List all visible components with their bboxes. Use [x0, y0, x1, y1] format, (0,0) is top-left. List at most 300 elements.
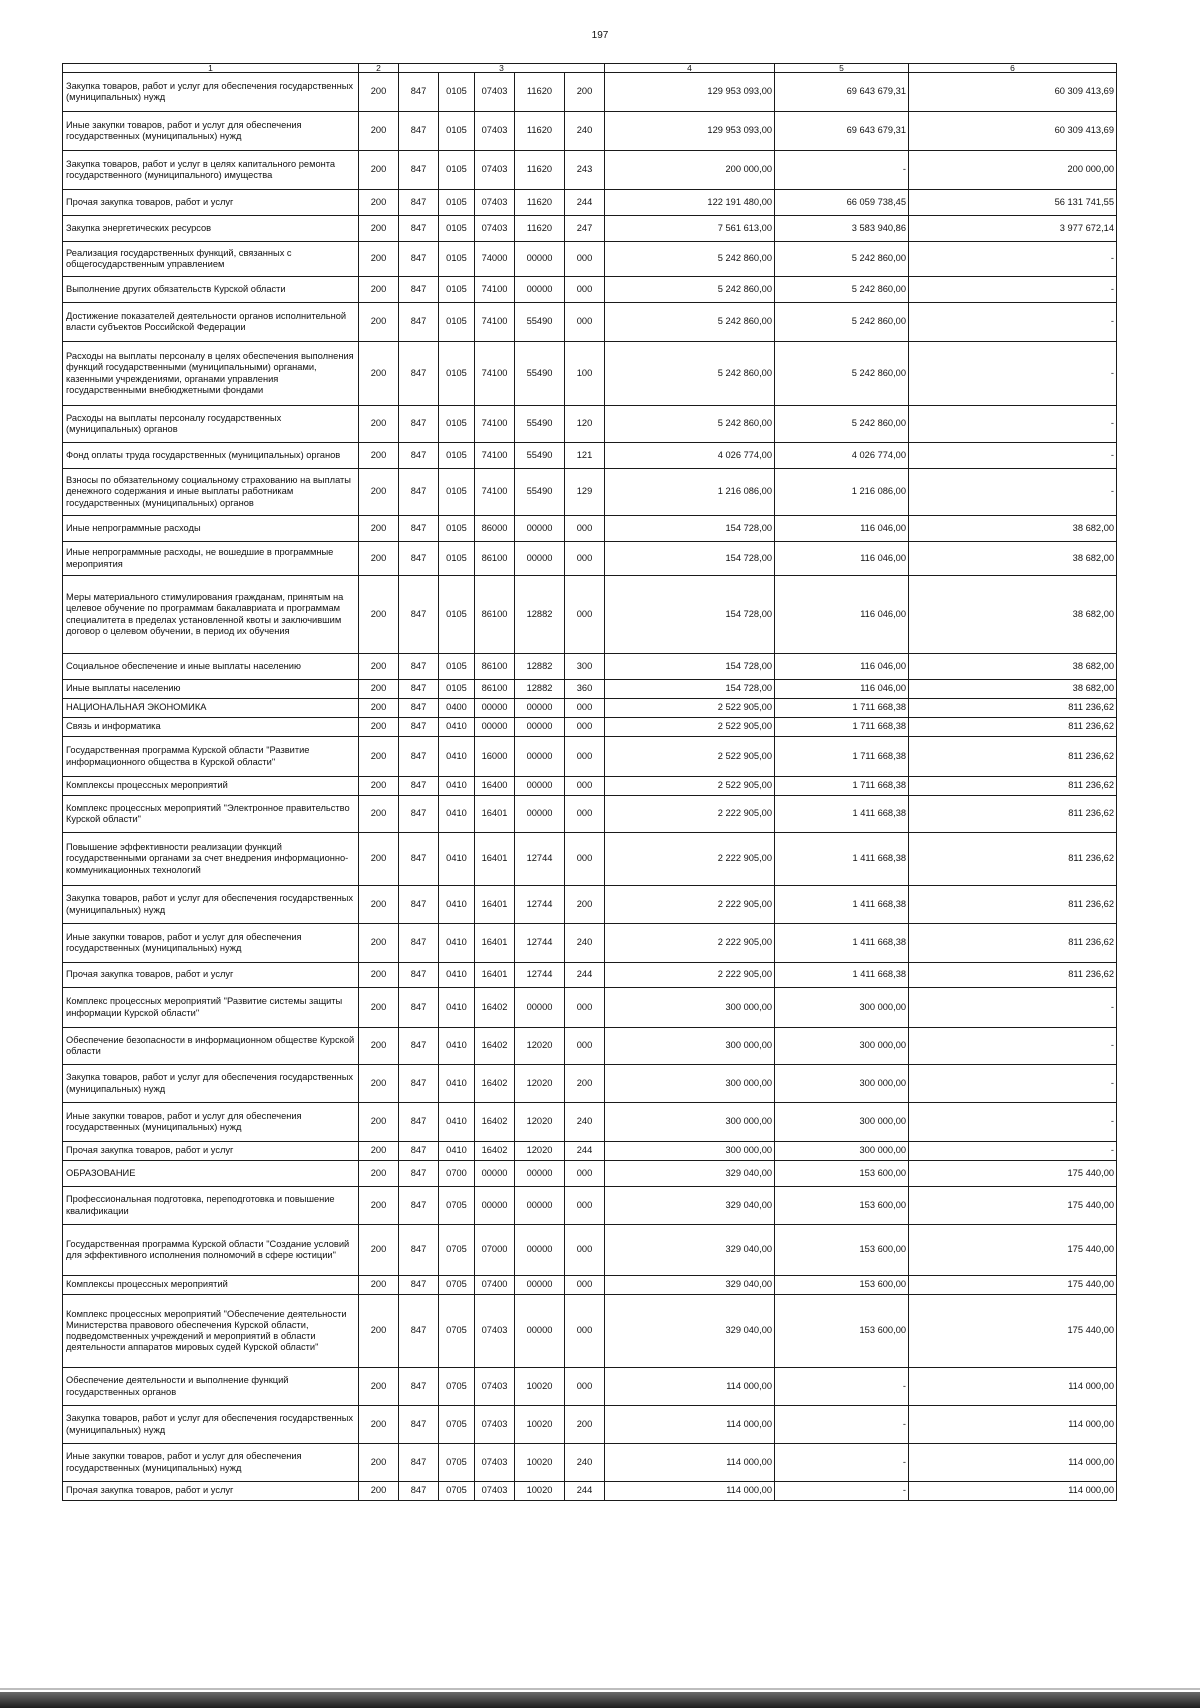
table-row — [63, 277, 1117, 303]
row-name: Иные закупки товаров, работ и услуг для обеспечения государственных (муниципальных) нужд — [63, 1103, 359, 1142]
row-name: Государственная программа Курской области "Развитие информационного общества в Курской области" — [63, 737, 359, 777]
direction-code: 11620 — [515, 112, 565, 151]
ved-code: 847 — [399, 443, 439, 469]
ved-code: 847 — [399, 1295, 439, 1368]
section-code: 0105 — [439, 443, 475, 469]
amount-col6: 38 682,00 — [909, 516, 1117, 542]
col2-code: 200 — [359, 303, 399, 342]
table-row — [63, 1276, 1117, 1295]
expense-type-code: 244 — [565, 190, 605, 216]
amount-col6: 114 000,00 — [909, 1368, 1117, 1406]
column-number-row — [63, 64, 1117, 73]
row-name: Прочая закупка товаров, работ и услуг — [63, 1142, 359, 1161]
col2-code: 200 — [359, 1028, 399, 1065]
expense-type-code: 000 — [565, 576, 605, 654]
expense-type-code: 000 — [565, 516, 605, 542]
table-row — [63, 988, 1117, 1028]
direction-code: 00000 — [515, 1276, 565, 1295]
ved-code: 847 — [399, 216, 439, 242]
program-code: 74100 — [475, 303, 515, 342]
ved-code: 847 — [399, 1368, 439, 1406]
row-name: Профессиональная подготовка, переподготовка и повышение квалификации — [63, 1187, 359, 1225]
amount-col6: - — [909, 443, 1117, 469]
expense-type-code: 200 — [565, 886, 605, 924]
section-code: 0700 — [439, 1161, 475, 1187]
direction-code: 12744 — [515, 924, 565, 963]
table-row — [63, 342, 1117, 406]
amount-col6: 175 440,00 — [909, 1187, 1117, 1225]
amount-col6: - — [909, 1065, 1117, 1103]
col2-code: 200 — [359, 1295, 399, 1368]
amount-col4: 300 000,00 — [605, 988, 775, 1028]
row-name: Иные непрограммные расходы, не вошедшие в программные мероприятия — [63, 542, 359, 576]
expense-type-code: 000 — [565, 1368, 605, 1406]
amount-col5: 5 242 860,00 — [775, 242, 909, 277]
section-code: 0705 — [439, 1482, 475, 1501]
amount-col5: 300 000,00 — [775, 1103, 909, 1142]
amount-col5: 300 000,00 — [775, 1028, 909, 1065]
section-code: 0105 — [439, 303, 475, 342]
amount-col5: 66 059 738,45 — [775, 190, 909, 216]
amount-col6: 811 236,62 — [909, 737, 1117, 777]
table-row — [63, 469, 1117, 516]
amount-col6: 811 236,62 — [909, 833, 1117, 886]
section-code: 0105 — [439, 216, 475, 242]
direction-code: 55490 — [515, 406, 565, 443]
row-name: Меры материального стимулирования гражданам, принятым на целевое обучение по программам бакалавриата и программам специалитета в пределах установленной квоты и заключившим договор о целевом обучении, в период их обучения — [63, 576, 359, 654]
expense-type-code: 240 — [565, 1444, 605, 1482]
amount-col5: 5 242 860,00 — [775, 303, 909, 342]
expense-type-code: 200 — [565, 73, 605, 112]
section-code: 0410 — [439, 777, 475, 796]
amount-col4: 129 953 093,00 — [605, 73, 775, 112]
direction-code: 10020 — [515, 1482, 565, 1501]
col2-code: 200 — [359, 342, 399, 406]
ved-code: 847 — [399, 963, 439, 988]
amount-col5: 69 643 679,31 — [775, 112, 909, 151]
amount-col4: 5 242 860,00 — [605, 406, 775, 443]
col2-code: 200 — [359, 886, 399, 924]
program-code: 86100 — [475, 542, 515, 576]
row-name: Иные закупки товаров, работ и услуг для обеспечения государственных (муниципальных) нужд — [63, 924, 359, 963]
amount-col5: 116 046,00 — [775, 576, 909, 654]
direction-code: 12020 — [515, 1142, 565, 1161]
ved-code: 847 — [399, 151, 439, 190]
amount-col4: 154 728,00 — [605, 542, 775, 576]
direction-code: 10020 — [515, 1406, 565, 1444]
section-code: 0705 — [439, 1276, 475, 1295]
ved-code: 847 — [399, 303, 439, 342]
expense-type-code: 000 — [565, 1225, 605, 1276]
section-code: 0410 — [439, 924, 475, 963]
ved-code: 847 — [399, 988, 439, 1028]
amount-col4: 2 522 905,00 — [605, 699, 775, 718]
expense-type-code: 240 — [565, 924, 605, 963]
ved-code: 847 — [399, 796, 439, 833]
amount-col4: 2 222 905,00 — [605, 886, 775, 924]
budget-table — [62, 63, 1117, 1501]
expense-type-code: 240 — [565, 112, 605, 151]
col2-code: 200 — [359, 963, 399, 988]
ved-code: 847 — [399, 1187, 439, 1225]
table-row — [63, 796, 1117, 833]
program-code: 00000 — [475, 1161, 515, 1187]
amount-col4: 2 222 905,00 — [605, 963, 775, 988]
col2-code: 200 — [359, 242, 399, 277]
expense-type-code: 000 — [565, 1161, 605, 1187]
section-code: 0410 — [439, 1028, 475, 1065]
direction-code: 55490 — [515, 469, 565, 516]
expense-type-code: 000 — [565, 542, 605, 576]
program-code: 07000 — [475, 1225, 515, 1276]
ved-code: 847 — [399, 777, 439, 796]
amount-col4: 5 242 860,00 — [605, 242, 775, 277]
expense-type-code: 360 — [565, 680, 605, 699]
col2-code: 200 — [359, 151, 399, 190]
row-name: Иные выплаты населению — [63, 680, 359, 699]
amount-col5: 1 711 668,38 — [775, 777, 909, 796]
row-name: Иные закупки товаров, работ и услуг для обеспечения государственных (муниципальных) нужд — [63, 1444, 359, 1482]
table-row — [63, 924, 1117, 963]
expense-type-code: 244 — [565, 1482, 605, 1501]
expense-type-code: 129 — [565, 469, 605, 516]
amount-col6: 56 131 741,55 — [909, 190, 1117, 216]
amount-col5: 4 026 774,00 — [775, 443, 909, 469]
ved-code: 847 — [399, 718, 439, 737]
amount-col6: - — [909, 342, 1117, 406]
col2-code: 200 — [359, 406, 399, 443]
direction-code: 55490 — [515, 443, 565, 469]
ved-code: 847 — [399, 277, 439, 303]
expense-type-code: 000 — [565, 303, 605, 342]
section-code: 0105 — [439, 112, 475, 151]
table-row — [63, 1142, 1117, 1161]
program-code: 16402 — [475, 1028, 515, 1065]
section-code: 0705 — [439, 1225, 475, 1276]
amount-col6: 811 236,62 — [909, 796, 1117, 833]
ved-code: 847 — [399, 406, 439, 443]
ved-code: 847 — [399, 1142, 439, 1161]
direction-code: 00000 — [515, 277, 565, 303]
program-code: 16000 — [475, 737, 515, 777]
direction-code: 12744 — [515, 963, 565, 988]
amount-col4: 5 242 860,00 — [605, 277, 775, 303]
expense-type-code: 000 — [565, 833, 605, 886]
ved-code: 847 — [399, 833, 439, 886]
col2-code: 200 — [359, 699, 399, 718]
row-name: Достижение показателей деятельности органов исполнительной власти субъектов Российской Федерации — [63, 303, 359, 342]
expense-type-code: 244 — [565, 1142, 605, 1161]
expense-type-code: 000 — [565, 1295, 605, 1368]
table-row — [63, 1103, 1117, 1142]
table-row — [63, 963, 1117, 988]
ved-code: 847 — [399, 516, 439, 542]
program-code: 16401 — [475, 963, 515, 988]
ved-code: 847 — [399, 242, 439, 277]
amount-col6: - — [909, 303, 1117, 342]
amount-col6: - — [909, 1028, 1117, 1065]
section-code: 0705 — [439, 1187, 475, 1225]
ved-code: 847 — [399, 469, 439, 516]
program-code: 07403 — [475, 190, 515, 216]
direction-code: 00000 — [515, 737, 565, 777]
amount-col4: 300 000,00 — [605, 1028, 775, 1065]
amount-col6: 60 309 413,69 — [909, 112, 1117, 151]
section-code: 0705 — [439, 1295, 475, 1368]
amount-col4: 329 040,00 — [605, 1295, 775, 1368]
table-row — [63, 1225, 1117, 1276]
direction-code: 00000 — [515, 1187, 565, 1225]
program-code: 74100 — [475, 277, 515, 303]
column-number-2: 2 — [359, 64, 399, 73]
row-name: Обеспечение безопасности в информационном обществе Курской области — [63, 1028, 359, 1065]
col2-code: 200 — [359, 796, 399, 833]
amount-col6: 811 236,62 — [909, 699, 1117, 718]
amount-col4: 2 222 905,00 — [605, 796, 775, 833]
section-code: 0410 — [439, 833, 475, 886]
amount-col5: 5 242 860,00 — [775, 406, 909, 443]
section-code: 0105 — [439, 576, 475, 654]
expense-type-code: 000 — [565, 737, 605, 777]
amount-col4: 2 522 905,00 — [605, 737, 775, 777]
amount-col5: 116 046,00 — [775, 516, 909, 542]
column-number-3: 3 — [399, 64, 605, 73]
amount-col6: - — [909, 1103, 1117, 1142]
amount-col4: 2 522 905,00 — [605, 718, 775, 737]
direction-code: 00000 — [515, 516, 565, 542]
amount-col5: - — [775, 1482, 909, 1501]
col2-code: 200 — [359, 1482, 399, 1501]
amount-col6: 175 440,00 — [909, 1161, 1117, 1187]
amount-col6: 175 440,00 — [909, 1225, 1117, 1276]
expense-type-code: 120 — [565, 406, 605, 443]
col2-code: 200 — [359, 112, 399, 151]
amount-col4: 7 561 613,00 — [605, 216, 775, 242]
amount-col5: 300 000,00 — [775, 988, 909, 1028]
table-row — [63, 737, 1117, 777]
table-row — [63, 303, 1117, 342]
section-code: 0105 — [439, 469, 475, 516]
expense-type-code: 000 — [565, 988, 605, 1028]
row-name: Прочая закупка товаров, работ и услуг — [63, 963, 359, 988]
amount-col5: 116 046,00 — [775, 680, 909, 699]
expense-type-code: 200 — [565, 1065, 605, 1103]
section-code: 0410 — [439, 1065, 475, 1103]
amount-col4: 129 953 093,00 — [605, 112, 775, 151]
ved-code: 847 — [399, 1444, 439, 1482]
ved-code: 847 — [399, 576, 439, 654]
col2-code: 200 — [359, 777, 399, 796]
table-row — [63, 1161, 1117, 1187]
row-name: Закупка товаров, работ и услуг для обеспечения государственных (муниципальных) нужд — [63, 1065, 359, 1103]
section-code: 0105 — [439, 73, 475, 112]
expense-type-code: 000 — [565, 777, 605, 796]
expense-type-code: 100 — [565, 342, 605, 406]
ved-code: 847 — [399, 1161, 439, 1187]
direction-code: 11620 — [515, 151, 565, 190]
section-code: 0705 — [439, 1406, 475, 1444]
section-code: 0705 — [439, 1368, 475, 1406]
direction-code: 00000 — [515, 1161, 565, 1187]
col2-code: 200 — [359, 1161, 399, 1187]
ved-code: 847 — [399, 737, 439, 777]
amount-col6: 114 000,00 — [909, 1482, 1117, 1501]
row-name: Закупка энергетических ресурсов — [63, 216, 359, 242]
amount-col6: 811 236,62 — [909, 924, 1117, 963]
amount-col5: 300 000,00 — [775, 1065, 909, 1103]
amount-col6: 811 236,62 — [909, 718, 1117, 737]
amount-col5: 300 000,00 — [775, 1142, 909, 1161]
row-name: Фонд оплаты труда государственных (муниципальных) органов — [63, 443, 359, 469]
amount-col4: 114 000,00 — [605, 1368, 775, 1406]
row-name: Реализация государственных функций, связанных с общегосударственным управлением — [63, 242, 359, 277]
direction-code: 12020 — [515, 1103, 565, 1142]
section-code: 0105 — [439, 680, 475, 699]
program-code: 74000 — [475, 242, 515, 277]
amount-col4: 154 728,00 — [605, 680, 775, 699]
expense-type-code: 300 — [565, 654, 605, 680]
direction-code: 11620 — [515, 73, 565, 112]
row-name: Повышение эффективности реализации функций государственными органами за счет внедрения информационно-коммуникационных технологий — [63, 833, 359, 886]
amount-col4: 114 000,00 — [605, 1482, 775, 1501]
section-code: 0410 — [439, 988, 475, 1028]
program-code: 74100 — [475, 443, 515, 469]
direction-code: 00000 — [515, 699, 565, 718]
amount-col5: 153 600,00 — [775, 1225, 909, 1276]
program-code: 00000 — [475, 1187, 515, 1225]
table-row — [63, 1028, 1117, 1065]
col2-code: 200 — [359, 576, 399, 654]
amount-col5: 5 242 860,00 — [775, 277, 909, 303]
program-code: 16401 — [475, 796, 515, 833]
row-name: Закупка товаров, работ и услуг для обеспечения государственных (муниципальных) нужд — [63, 886, 359, 924]
expense-type-code: 000 — [565, 1028, 605, 1065]
table-row — [63, 542, 1117, 576]
amount-col5: 153 600,00 — [775, 1187, 909, 1225]
row-name: Выполнение других обязательств Курской области — [63, 277, 359, 303]
col2-code: 200 — [359, 469, 399, 516]
amount-col6: - — [909, 406, 1117, 443]
direction-code: 00000 — [515, 542, 565, 576]
column-number-4: 4 — [605, 64, 775, 73]
row-name: Иные закупки товаров, работ и услуг для обеспечения государственных (муниципальных) нужд — [63, 112, 359, 151]
table-row — [63, 216, 1117, 242]
col2-code: 200 — [359, 833, 399, 886]
direction-code: 12744 — [515, 833, 565, 886]
direction-code: 55490 — [515, 303, 565, 342]
table-row — [63, 1187, 1117, 1225]
row-name: Иные непрограммные расходы — [63, 516, 359, 542]
program-code: 07403 — [475, 73, 515, 112]
program-code: 86100 — [475, 576, 515, 654]
expense-type-code: 000 — [565, 699, 605, 718]
section-code: 0705 — [439, 1444, 475, 1482]
row-name: Комплекс процессных мероприятий "Развитие системы защиты информации Курской области" — [63, 988, 359, 1028]
ved-code: 847 — [399, 1276, 439, 1295]
table-row — [63, 1368, 1117, 1406]
amount-col5: - — [775, 1406, 909, 1444]
direction-code: 00000 — [515, 1295, 565, 1368]
table-row — [63, 718, 1117, 737]
expense-type-code: 000 — [565, 718, 605, 737]
direction-code: 12744 — [515, 886, 565, 924]
ved-code: 847 — [399, 73, 439, 112]
amount-col5: 1 711 668,38 — [775, 699, 909, 718]
program-code: 86100 — [475, 654, 515, 680]
amount-col4: 2 522 905,00 — [605, 777, 775, 796]
ved-code: 847 — [399, 112, 439, 151]
program-code: 74100 — [475, 406, 515, 443]
amount-col6: 175 440,00 — [909, 1295, 1117, 1368]
amount-col5: 1 411 668,38 — [775, 963, 909, 988]
program-code: 16402 — [475, 1103, 515, 1142]
col2-code: 200 — [359, 1444, 399, 1482]
expense-type-code: 121 — [565, 443, 605, 469]
program-code: 16401 — [475, 924, 515, 963]
amount-col5: 1 711 668,38 — [775, 718, 909, 737]
amount-col4: 300 000,00 — [605, 1142, 775, 1161]
amount-col6: - — [909, 277, 1117, 303]
amount-col4: 4 026 774,00 — [605, 443, 775, 469]
program-code: 16402 — [475, 1065, 515, 1103]
section-code: 0105 — [439, 406, 475, 443]
amount-col5: 3 583 940,86 — [775, 216, 909, 242]
amount-col4: 114 000,00 — [605, 1406, 775, 1444]
row-name: Взносы по обязательному социальному страхованию на выплаты денежного содержания и иные выплаты работникам государственных (муниципальных) органов — [63, 469, 359, 516]
table-row — [63, 443, 1117, 469]
section-code: 0105 — [439, 190, 475, 216]
amount-col5: 69 643 679,31 — [775, 73, 909, 112]
amount-col4: 5 242 860,00 — [605, 342, 775, 406]
table-row — [63, 1482, 1117, 1501]
direction-code: 10020 — [515, 1444, 565, 1482]
row-name: Обеспечение деятельности и выполнение функций государственных органов — [63, 1368, 359, 1406]
amount-col6: 38 682,00 — [909, 576, 1117, 654]
col2-code: 200 — [359, 516, 399, 542]
row-name: Комплексы процессных мероприятий — [63, 1276, 359, 1295]
amount-col4: 154 728,00 — [605, 654, 775, 680]
table-row — [63, 576, 1117, 654]
amount-col6: 38 682,00 — [909, 654, 1117, 680]
table-body — [63, 64, 1117, 1501]
direction-code: 12882 — [515, 680, 565, 699]
amount-col6: - — [909, 242, 1117, 277]
section-code: 0410 — [439, 1103, 475, 1142]
direction-code: 00000 — [515, 988, 565, 1028]
program-code: 16401 — [475, 833, 515, 886]
amount-col6: 3 977 672,14 — [909, 216, 1117, 242]
table-row — [63, 886, 1117, 924]
expense-type-code: 247 — [565, 216, 605, 242]
row-name: НАЦИОНАЛЬНАЯ ЭКОНОМИКА — [63, 699, 359, 718]
section-code: 0105 — [439, 516, 475, 542]
amount-col4: 154 728,00 — [605, 516, 775, 542]
col2-code: 200 — [359, 443, 399, 469]
row-name: Связь и информатика — [63, 718, 359, 737]
section-code: 0410 — [439, 737, 475, 777]
amount-col5: 5 242 860,00 — [775, 342, 909, 406]
expense-type-code: 000 — [565, 796, 605, 833]
expense-type-code: 200 — [565, 1406, 605, 1444]
table-row — [63, 406, 1117, 443]
row-name: Комплекс процессных мероприятий "Электронное правительство Курской области" — [63, 796, 359, 833]
amount-col5: - — [775, 151, 909, 190]
amount-col5: 1 411 668,38 — [775, 886, 909, 924]
program-code: 07400 — [475, 1276, 515, 1295]
section-code: 0105 — [439, 542, 475, 576]
table-row — [63, 190, 1117, 216]
row-name: Прочая закупка товаров, работ и услуг — [63, 1482, 359, 1501]
